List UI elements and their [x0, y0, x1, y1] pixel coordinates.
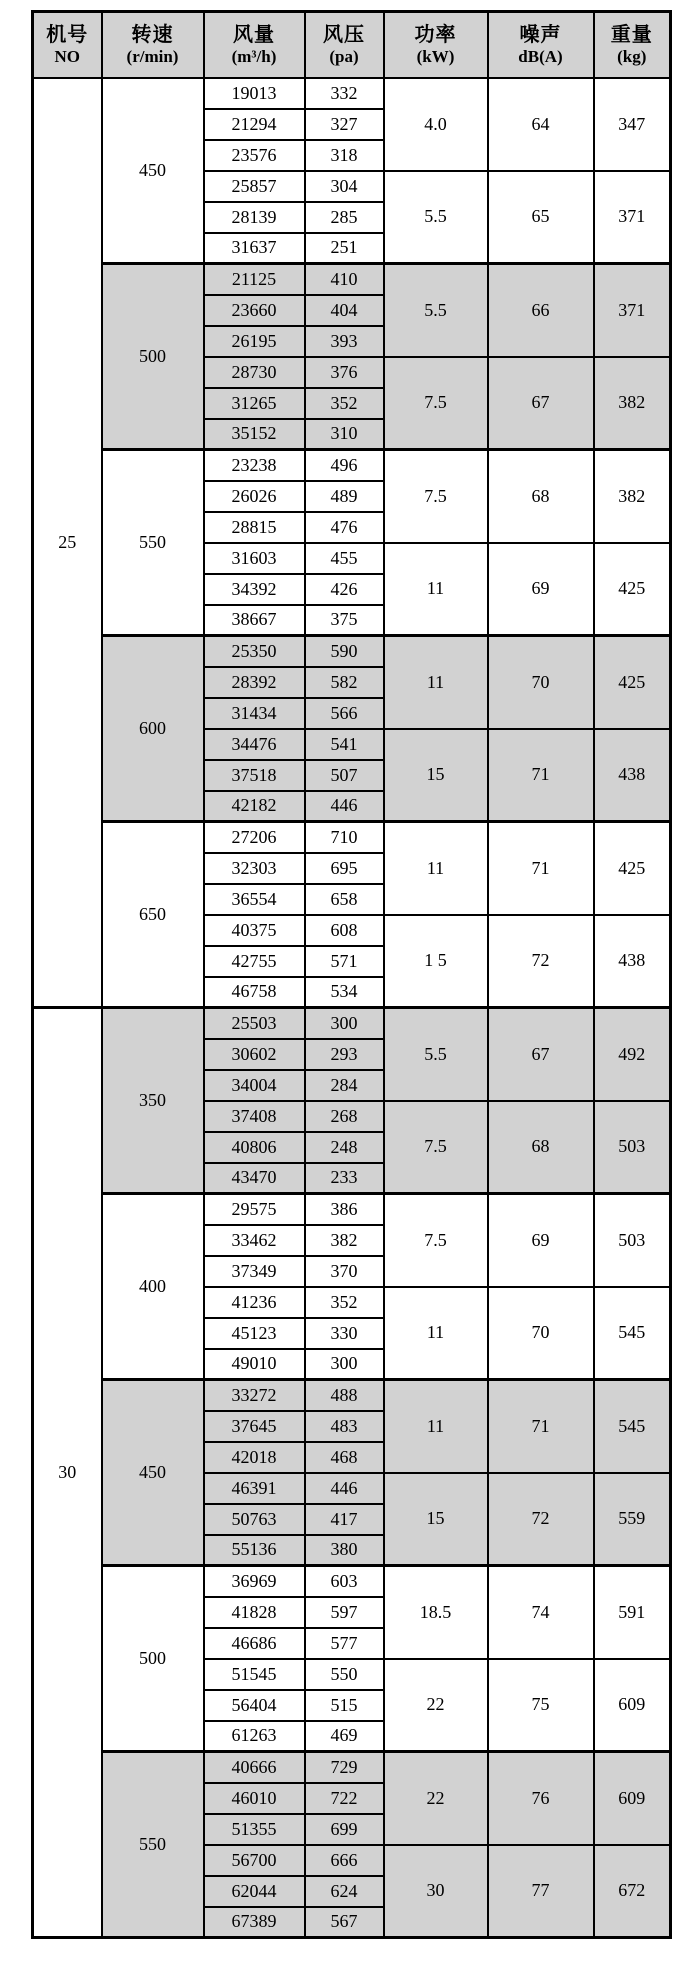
pressure-cell: 417: [305, 1504, 384, 1535]
airflow-cell: 40666: [204, 1752, 305, 1783]
pressure-cell: 515: [305, 1690, 384, 1721]
fan-spec-table-container: [31, 10, 672, 1939]
pressure-cell: 393: [305, 326, 384, 357]
pressure-cell: 426: [305, 574, 384, 605]
pressure-cell: 624: [305, 1876, 384, 1907]
airflow-cell: 62044: [204, 1876, 305, 1907]
weight-cell: 492: [594, 1008, 671, 1101]
pressure-cell: 695: [305, 853, 384, 884]
header-power-cn: 功率: [414, 23, 457, 46]
airflow-cell: 56700: [204, 1845, 305, 1876]
pressure-cell: 488: [305, 1380, 384, 1411]
speed-cell: 550: [102, 450, 204, 636]
weight-cell: 672: [594, 1845, 671, 1938]
pressure-cell: 658: [305, 884, 384, 915]
noise-cell: 75: [488, 1659, 594, 1752]
header-noise: [488, 12, 594, 78]
airflow-cell: 34004: [204, 1070, 305, 1101]
airflow-cell: 56404: [204, 1690, 305, 1721]
airflow-cell: 37349: [204, 1256, 305, 1287]
airflow-cell: 42755: [204, 946, 305, 977]
noise-cell: 70: [488, 1287, 594, 1380]
pressure-cell: 476: [305, 512, 384, 543]
airflow-cell: 46686: [204, 1628, 305, 1659]
pressure-cell: 233: [305, 1163, 384, 1194]
header-airflow: [204, 12, 305, 78]
pressure-cell: 608: [305, 915, 384, 946]
noise-cell: 71: [488, 822, 594, 915]
header-weight-unit: (kg): [617, 46, 647, 66]
airflow-cell: 37645: [204, 1411, 305, 1442]
table-row: [33, 1194, 671, 1225]
airflow-cell: 25350: [204, 636, 305, 667]
weight-cell: 382: [594, 450, 671, 543]
speed-cell: 450: [102, 1380, 204, 1566]
airflow-cell: 30602: [204, 1039, 305, 1070]
airflow-cell: 28815: [204, 512, 305, 543]
pressure-cell: 567: [305, 1907, 384, 1938]
airflow-cell: 31637: [204, 233, 305, 264]
airflow-cell: 36969: [204, 1566, 305, 1597]
noise-cell: 70: [488, 636, 594, 729]
airflow-cell: 28730: [204, 357, 305, 388]
speed-cell: 650: [102, 822, 204, 1008]
speed-cell: 500: [102, 1566, 204, 1752]
pressure-cell: 469: [305, 1721, 384, 1752]
weight-cell: 545: [594, 1287, 671, 1380]
weight-cell: 503: [594, 1194, 671, 1287]
speed-cell: 350: [102, 1008, 204, 1194]
machine-no-cell: 25: [33, 78, 102, 1008]
pressure-cell: 566: [305, 698, 384, 729]
weight-cell: 425: [594, 636, 671, 729]
power-cell: 11: [384, 1380, 488, 1473]
airflow-cell: 42018: [204, 1442, 305, 1473]
pressure-cell: 722: [305, 1783, 384, 1814]
power-cell: 7.5: [384, 357, 488, 450]
power-cell: 15: [384, 1473, 488, 1566]
fan-spec-table: [31, 10, 672, 1939]
airflow-cell: 67389: [204, 1907, 305, 1938]
pressure-cell: 710: [305, 822, 384, 853]
header-row: [33, 12, 671, 78]
weight-cell: 503: [594, 1101, 671, 1194]
pressure-cell: 248: [305, 1132, 384, 1163]
pressure-cell: 666: [305, 1845, 384, 1876]
pressure-cell: 550: [305, 1659, 384, 1690]
pressure-cell: 507: [305, 760, 384, 791]
pressure-cell: 268: [305, 1101, 384, 1132]
airflow-cell: 23576: [204, 140, 305, 171]
airflow-cell: 61263: [204, 1721, 305, 1752]
noise-cell: 71: [488, 1380, 594, 1473]
weight-cell: 591: [594, 1566, 671, 1659]
noise-cell: 69: [488, 1194, 594, 1287]
pressure-cell: 332: [305, 78, 384, 109]
pressure-cell: 404: [305, 295, 384, 326]
airflow-cell: 25503: [204, 1008, 305, 1039]
noise-cell: 69: [488, 543, 594, 636]
pressure-cell: 285: [305, 202, 384, 233]
airflow-cell: 31265: [204, 388, 305, 419]
header-machine-no: [33, 12, 102, 78]
pressure-cell: 380: [305, 1535, 384, 1566]
pressure-cell: 376: [305, 357, 384, 388]
airflow-cell: 33272: [204, 1380, 305, 1411]
noise-cell: 76: [488, 1752, 594, 1845]
pressure-cell: 468: [305, 1442, 384, 1473]
weight-cell: 425: [594, 543, 671, 636]
table-row: [33, 450, 671, 481]
airflow-cell: 49010: [204, 1349, 305, 1380]
pressure-cell: 446: [305, 791, 384, 822]
pressure-cell: 603: [305, 1566, 384, 1597]
table-row: [33, 78, 671, 109]
airflow-cell: 29575: [204, 1194, 305, 1225]
table-row: [33, 822, 671, 853]
airflow-cell: 19013: [204, 78, 305, 109]
noise-cell: 68: [488, 450, 594, 543]
noise-cell: 67: [488, 357, 594, 450]
pressure-cell: 541: [305, 729, 384, 760]
header-speed-unit: (r/min): [126, 46, 179, 66]
weight-cell: 559: [594, 1473, 671, 1566]
speed-cell: 400: [102, 1194, 204, 1380]
pressure-cell: 699: [305, 1814, 384, 1845]
weight-cell: 371: [594, 171, 671, 264]
pressure-cell: 330: [305, 1318, 384, 1349]
airflow-cell: 40375: [204, 915, 305, 946]
speed-cell: 550: [102, 1752, 204, 1938]
machine-no-cell: 30: [33, 1008, 102, 1938]
weight-cell: 545: [594, 1380, 671, 1473]
power-cell: 7.5: [384, 450, 488, 543]
noise-cell: 68: [488, 1101, 594, 1194]
speed-cell: 450: [102, 78, 204, 264]
airflow-cell: 31603: [204, 543, 305, 574]
airflow-cell: 28139: [204, 202, 305, 233]
airflow-cell: 46758: [204, 977, 305, 1008]
weight-cell: 438: [594, 729, 671, 822]
airflow-cell: 34392: [204, 574, 305, 605]
noise-cell: 71: [488, 729, 594, 822]
header-weight-cn: 重量: [610, 23, 653, 46]
weight-cell: 382: [594, 357, 671, 450]
power-cell: 30: [384, 1845, 488, 1938]
header-machine-no-unit: NO: [54, 46, 80, 66]
airflow-cell: 31434: [204, 698, 305, 729]
airflow-cell: 37408: [204, 1101, 305, 1132]
speed-cell: 500: [102, 264, 204, 450]
airflow-cell: 23660: [204, 295, 305, 326]
airflow-cell: 36554: [204, 884, 305, 915]
speed-cell: 600: [102, 636, 204, 822]
table-row: [33, 1752, 671, 1783]
header-pressure-unit: (pa): [329, 46, 359, 66]
airflow-cell: 38667: [204, 605, 305, 636]
table-row: [33, 264, 671, 295]
power-cell: 22: [384, 1659, 488, 1752]
pressure-cell: 293: [305, 1039, 384, 1070]
table-row: [33, 636, 671, 667]
power-cell: 5.5: [384, 264, 488, 357]
pressure-cell: 327: [305, 109, 384, 140]
noise-cell: 67: [488, 1008, 594, 1101]
airflow-cell: 51355: [204, 1814, 305, 1845]
airflow-cell: 37518: [204, 760, 305, 791]
pressure-cell: 352: [305, 1287, 384, 1318]
airflow-cell: 41236: [204, 1287, 305, 1318]
header-pressure-cn: 风压: [323, 23, 365, 46]
noise-cell: 66: [488, 264, 594, 357]
airflow-cell: 43470: [204, 1163, 305, 1194]
weight-cell: 609: [594, 1752, 671, 1845]
pressure-cell: 489: [305, 481, 384, 512]
airflow-cell: 46010: [204, 1783, 305, 1814]
pressure-cell: 370: [305, 1256, 384, 1287]
power-cell: 22: [384, 1752, 488, 1845]
power-cell: 4.0: [384, 78, 488, 171]
header-noise-cn: 噪声: [519, 23, 562, 46]
pressure-cell: 534: [305, 977, 384, 1008]
airflow-cell: 32303: [204, 853, 305, 884]
pressure-cell: 577: [305, 1628, 384, 1659]
airflow-cell: 42182: [204, 791, 305, 822]
header-noise-unit: dB(A): [518, 46, 563, 66]
header-power: [384, 12, 488, 78]
header-airflow-unit: (m³/h): [231, 46, 277, 66]
table-row: [33, 1008, 671, 1039]
airflow-cell: 40806: [204, 1132, 305, 1163]
power-cell: 11: [384, 543, 488, 636]
power-cell: 18.5: [384, 1566, 488, 1659]
pressure-cell: 251: [305, 233, 384, 264]
noise-cell: 72: [488, 915, 594, 1008]
pressure-cell: 455: [305, 543, 384, 574]
power-cell: 7.5: [384, 1194, 488, 1287]
airflow-cell: 35152: [204, 419, 305, 450]
power-cell: 1 5: [384, 915, 488, 1008]
pressure-cell: 590: [305, 636, 384, 667]
weight-cell: 425: [594, 822, 671, 915]
pressure-cell: 729: [305, 1752, 384, 1783]
pressure-cell: 310: [305, 419, 384, 450]
airflow-cell: 50763: [204, 1504, 305, 1535]
header-airflow-cn: 风量: [233, 23, 275, 46]
pressure-cell: 483: [305, 1411, 384, 1442]
power-cell: 11: [384, 822, 488, 915]
airflow-cell: 21125: [204, 264, 305, 295]
airflow-cell: 41828: [204, 1597, 305, 1628]
airflow-cell: 46391: [204, 1473, 305, 1504]
airflow-cell: 28392: [204, 667, 305, 698]
airflow-cell: 45123: [204, 1318, 305, 1349]
weight-cell: 438: [594, 915, 671, 1008]
pressure-cell: 410: [305, 264, 384, 295]
noise-cell: 77: [488, 1845, 594, 1938]
airflow-cell: 34476: [204, 729, 305, 760]
noise-cell: 72: [488, 1473, 594, 1566]
power-cell: 11: [384, 1287, 488, 1380]
table-row: [33, 1380, 671, 1411]
pressure-cell: 375: [305, 605, 384, 636]
header-power-unit: (kW): [416, 46, 455, 66]
airflow-cell: 21294: [204, 109, 305, 140]
header-machine-no-cn: 机号: [46, 23, 89, 46]
pressure-cell: 300: [305, 1008, 384, 1039]
pressure-cell: 597: [305, 1597, 384, 1628]
airflow-cell: 33462: [204, 1225, 305, 1256]
weight-cell: 347: [594, 78, 671, 171]
power-cell: 5.5: [384, 171, 488, 264]
noise-cell: 65: [488, 171, 594, 264]
header-speed-cn: 转速: [131, 23, 174, 46]
pressure-cell: 446: [305, 1473, 384, 1504]
airflow-cell: 27206: [204, 822, 305, 853]
pressure-cell: 352: [305, 388, 384, 419]
pressure-cell: 582: [305, 667, 384, 698]
airflow-cell: 26195: [204, 326, 305, 357]
pressure-cell: 304: [305, 171, 384, 202]
power-cell: 15: [384, 729, 488, 822]
weight-cell: 609: [594, 1659, 671, 1752]
airflow-cell: 26026: [204, 481, 305, 512]
noise-cell: 74: [488, 1566, 594, 1659]
weight-cell: 371: [594, 264, 671, 357]
power-cell: 5.5: [384, 1008, 488, 1101]
airflow-cell: 51545: [204, 1659, 305, 1690]
power-cell: 11: [384, 636, 488, 729]
pressure-cell: 284: [305, 1070, 384, 1101]
header-speed: [102, 12, 204, 78]
pressure-cell: 300: [305, 1349, 384, 1380]
airflow-cell: 25857: [204, 171, 305, 202]
noise-cell: 64: [488, 78, 594, 171]
header-pressure: [305, 12, 384, 78]
pressure-cell: 386: [305, 1194, 384, 1225]
pressure-cell: 496: [305, 450, 384, 481]
airflow-cell: 55136: [204, 1535, 305, 1566]
airflow-cell: 23238: [204, 450, 305, 481]
pressure-cell: 571: [305, 946, 384, 977]
power-cell: 7.5: [384, 1101, 488, 1194]
pressure-cell: 318: [305, 140, 384, 171]
pressure-cell: 382: [305, 1225, 384, 1256]
table-row: [33, 1566, 671, 1597]
header-weight: [594, 12, 671, 78]
